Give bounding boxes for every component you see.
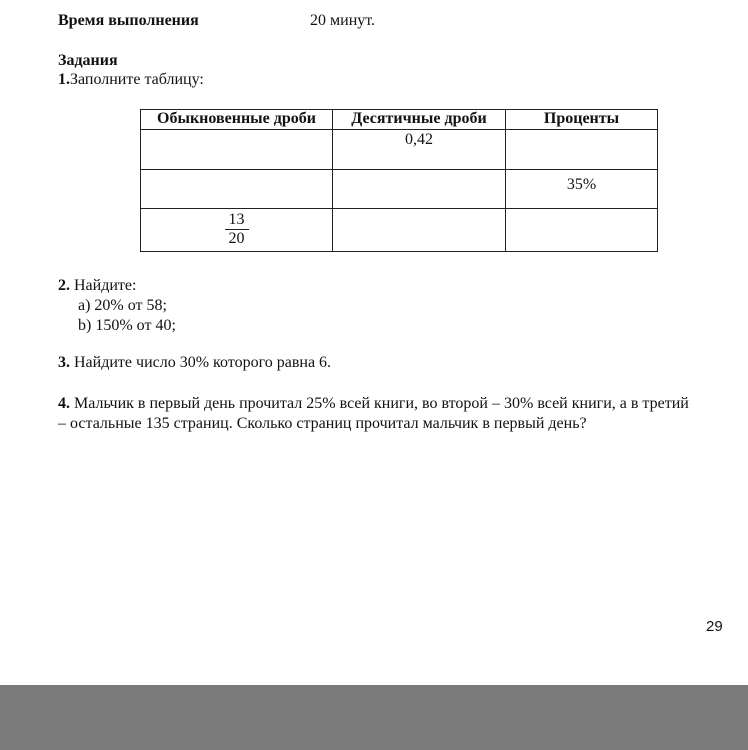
cell-fraction-empty (141, 170, 333, 209)
cell-percent-empty (506, 209, 658, 252)
header-common-fractions: Обыкновенные дроби (141, 110, 333, 130)
task4-text-line2: – остальные 135 страниц. Сколько страниц прочитал мальчик в первый день? (58, 415, 587, 432)
task3-text: Найдите число 30% которого равна 6. (74, 354, 332, 371)
task2-line (58, 276, 136, 296)
fractions-table (140, 109, 658, 252)
fraction-denominator: 20 (228, 230, 245, 247)
cell-fraction-value (141, 209, 333, 252)
cell-decimal-value: 0,42 (333, 130, 506, 170)
page-number: 29 (706, 618, 723, 635)
task1-number: 1. (58, 71, 70, 88)
task4-line1 (58, 394, 689, 414)
cell-fraction-empty (141, 130, 333, 170)
task2-item-a: a) 20% от 58; (78, 297, 167, 314)
time-label: Время выполнения (58, 12, 199, 29)
cell-percent-value: 35% (506, 170, 658, 209)
task4-number: 4. (58, 395, 70, 412)
header-decimal-fractions: Десятичные дроби (333, 110, 506, 130)
task3-line (58, 353, 331, 373)
table-row (141, 170, 658, 209)
task1-text: Заполните таблицу: (70, 71, 204, 88)
fraction-numerator: 13 (225, 211, 249, 230)
bottom-gray-band (0, 685, 748, 750)
fraction (225, 211, 249, 248)
task3-number: 3. (58, 354, 70, 371)
cell-percent-empty (506, 130, 658, 170)
table-row (141, 130, 658, 170)
header-percents: Проценты (506, 110, 658, 130)
task2-item-b: b) 150% от 40; (78, 317, 176, 334)
task2-number: 2. (58, 277, 70, 294)
tasks-heading: Задания (58, 52, 118, 69)
cell-decimal-empty (333, 170, 506, 209)
cell-decimal-empty (333, 209, 506, 252)
table-row (141, 209, 658, 252)
time-value: 20 минут. (310, 12, 376, 29)
task4-text-line1: Мальчик в первый день прочитал 25% всей книги, во второй – 30% всей книги, а в третий (74, 395, 689, 412)
task1-line (58, 70, 204, 90)
task2-text: Найдите: (74, 277, 137, 294)
